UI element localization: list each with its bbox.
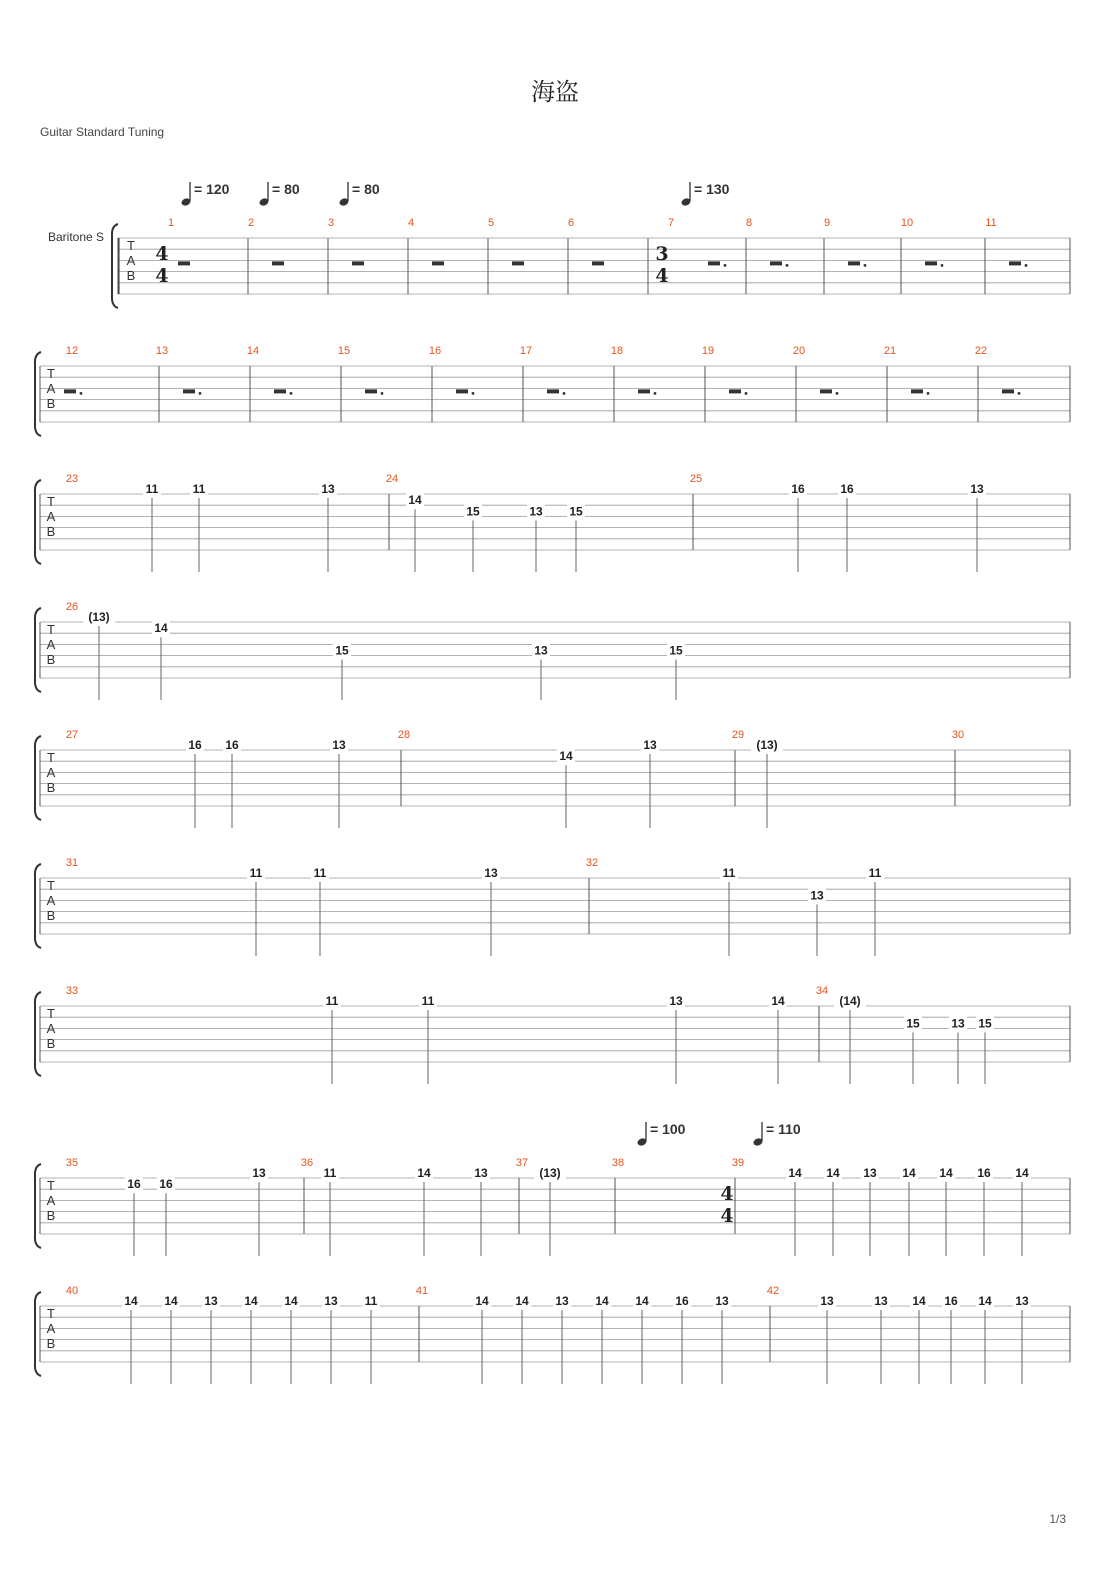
fret-number: 16 bbox=[188, 738, 202, 752]
time-signature-top: 4 bbox=[720, 1183, 734, 1205]
tab-clef-letter: B bbox=[46, 780, 56, 795]
rest-dot bbox=[745, 392, 748, 395]
measure-number: 13 bbox=[155, 345, 169, 357]
rest-dot bbox=[836, 392, 839, 395]
rest-dot bbox=[927, 392, 930, 395]
measure-number: 37 bbox=[515, 1157, 529, 1169]
measure-number: 36 bbox=[300, 1157, 314, 1169]
measure-number: 11 bbox=[985, 217, 997, 229]
fret-number: 13 bbox=[204, 1294, 218, 1308]
tab-clef-letter: T bbox=[47, 494, 55, 509]
fret-number: 13 bbox=[970, 482, 984, 496]
measure-number: 12 bbox=[65, 345, 79, 357]
fret-number: 11 bbox=[249, 866, 263, 880]
tab-clef-letter: B bbox=[46, 524, 56, 539]
tab-clef-letter: A bbox=[46, 637, 56, 652]
measure-number: 1 bbox=[167, 217, 175, 229]
tempo-label: = 130 bbox=[694, 181, 730, 197]
system-6 bbox=[35, 864, 1070, 956]
rest-dot bbox=[563, 392, 566, 395]
rest bbox=[178, 261, 190, 265]
fret-number: 14 bbox=[284, 1294, 298, 1308]
fret-number: 14 bbox=[1015, 1166, 1029, 1180]
measure-number: 29 bbox=[731, 729, 745, 741]
rest-dot bbox=[864, 264, 867, 267]
rest-dot bbox=[941, 264, 944, 267]
time-signature-top: 4 bbox=[155, 243, 169, 265]
tab-clef-letter: A bbox=[126, 253, 136, 268]
fret-number: 13 bbox=[863, 1166, 877, 1180]
measure-number: 7 bbox=[667, 217, 675, 229]
rest bbox=[729, 389, 741, 393]
time-signature-bottom: 4 bbox=[655, 265, 669, 287]
tab-clef-letter: A bbox=[46, 509, 56, 524]
fret-number: 14 bbox=[244, 1294, 258, 1308]
rest bbox=[911, 389, 923, 393]
instrument-name: Baritone S bbox=[48, 230, 105, 244]
measure-number: 20 bbox=[792, 345, 806, 357]
fret-number: 13 bbox=[643, 738, 657, 752]
tempo-label: = 100 bbox=[650, 1121, 686, 1137]
fret-number: 13 bbox=[332, 738, 346, 752]
fret-number: 15 bbox=[906, 1016, 920, 1031]
fret-number: 13 bbox=[820, 1294, 834, 1308]
fret-number: 14 bbox=[124, 1294, 138, 1308]
fret-number: 16 bbox=[791, 482, 805, 496]
fret-number: 15 bbox=[978, 1016, 992, 1031]
fret-number: (13) bbox=[756, 738, 778, 752]
fret-number: 15 bbox=[466, 504, 480, 519]
score-title: 海盗 bbox=[531, 78, 579, 106]
fret-number: 16 bbox=[840, 482, 854, 496]
rest bbox=[770, 261, 782, 265]
time-signature-top: 3 bbox=[655, 243, 669, 265]
measure-number: 8 bbox=[745, 217, 753, 229]
fret-number: 13 bbox=[321, 482, 335, 496]
measure-number: 6 bbox=[567, 217, 575, 229]
rest bbox=[848, 261, 860, 265]
measure-number: 18 bbox=[610, 345, 624, 357]
measure-number: 21 bbox=[883, 345, 897, 357]
tab-clef-letter: B bbox=[46, 1208, 56, 1223]
fret-number: (13) bbox=[539, 1166, 561, 1180]
rest bbox=[274, 389, 286, 393]
measure-number: 3 bbox=[327, 217, 335, 229]
fret-number: 13 bbox=[669, 994, 683, 1008]
rest-dot bbox=[472, 392, 475, 395]
fret-number: 13 bbox=[951, 1016, 965, 1031]
fret-number: 15 bbox=[569, 504, 583, 519]
rest-dot bbox=[381, 392, 384, 395]
tab-clef-letter: T bbox=[47, 622, 55, 637]
measure-number: 25 bbox=[689, 473, 703, 485]
system-2 bbox=[35, 352, 1070, 436]
measure-number: 10 bbox=[900, 217, 914, 229]
rest bbox=[272, 261, 284, 265]
tempo-label: = 120 bbox=[194, 181, 230, 197]
tab-clef-letter: A bbox=[46, 893, 56, 908]
rest bbox=[183, 389, 195, 393]
measure-number: 17 bbox=[519, 345, 533, 357]
tab-clef-letter: A bbox=[46, 1193, 56, 1208]
fret-number: 14 bbox=[559, 749, 573, 764]
system-1 bbox=[112, 224, 1070, 308]
tempo-label: = 80 bbox=[272, 181, 300, 197]
measure-number: 24 bbox=[385, 473, 399, 485]
measure-number: 28 bbox=[397, 729, 411, 741]
measure-number: 2 bbox=[247, 217, 255, 229]
measure-number: 9 bbox=[823, 217, 831, 229]
rest-dot bbox=[786, 264, 789, 267]
tab-clef-letter: T bbox=[47, 878, 55, 893]
page-number: 1/3 bbox=[1049, 1512, 1066, 1526]
rest bbox=[925, 261, 937, 265]
tab-clef-letter: B bbox=[46, 652, 56, 667]
rest bbox=[1002, 389, 1014, 393]
measure-number: 14 bbox=[246, 345, 260, 357]
rest bbox=[1009, 261, 1021, 265]
fret-number: 13 bbox=[474, 1166, 488, 1180]
fret-number: 14 bbox=[408, 493, 422, 508]
rest bbox=[592, 261, 604, 265]
fret-number: 11 bbox=[192, 482, 206, 496]
system-bracket bbox=[112, 224, 118, 308]
fret-number: 14 bbox=[635, 1294, 649, 1308]
fret-number: 13 bbox=[252, 1166, 266, 1180]
fret-number: 13 bbox=[1015, 1294, 1029, 1308]
rest bbox=[352, 261, 364, 265]
fret-number: 14 bbox=[902, 1166, 916, 1180]
rest-dot bbox=[1025, 264, 1028, 267]
rest bbox=[365, 389, 377, 393]
fret-number: 14 bbox=[595, 1294, 609, 1308]
measure-number: 39 bbox=[731, 1157, 745, 1169]
tempo-label: = 80 bbox=[352, 181, 380, 197]
fret-number: 14 bbox=[978, 1294, 992, 1308]
fret-number: 11 bbox=[325, 994, 339, 1008]
rest-dot bbox=[724, 264, 727, 267]
measure-number: 22 bbox=[974, 345, 988, 357]
fret-number: 14 bbox=[417, 1166, 431, 1180]
measure-number: 35 bbox=[65, 1157, 79, 1169]
measure-number: 5 bbox=[487, 217, 495, 229]
fret-number: 13 bbox=[529, 504, 543, 519]
tab-clef-letter: T bbox=[47, 1178, 55, 1193]
measure-number: 4 bbox=[407, 217, 415, 229]
fret-number: 11 bbox=[868, 866, 882, 880]
tab-clef-letter: A bbox=[46, 1321, 56, 1336]
fret-number: 13 bbox=[555, 1294, 569, 1308]
measure-number: 30 bbox=[951, 729, 965, 741]
fret-number: 11 bbox=[421, 994, 435, 1008]
fret-number: 14 bbox=[771, 994, 785, 1008]
fret-number: 13 bbox=[874, 1294, 888, 1308]
fret-number: 11 bbox=[145, 482, 159, 496]
fret-number: 15 bbox=[669, 643, 683, 658]
fret-number: 13 bbox=[715, 1294, 729, 1308]
tab-clef-letter: B bbox=[46, 908, 56, 923]
tab-clef-letter: B bbox=[126, 268, 136, 283]
fret-number: 14 bbox=[164, 1294, 178, 1308]
fret-number: 14 bbox=[912, 1294, 926, 1308]
fret-number: 16 bbox=[675, 1294, 689, 1308]
fret-number: 16 bbox=[127, 1177, 141, 1192]
measure-number: 38 bbox=[611, 1157, 625, 1169]
fret-number: 14 bbox=[939, 1166, 953, 1180]
measure-number: 32 bbox=[585, 857, 599, 869]
fret-number: 14 bbox=[154, 621, 168, 636]
tab-clef-letter: T bbox=[47, 750, 55, 765]
fret-number: 14 bbox=[788, 1166, 802, 1180]
rest-dot bbox=[290, 392, 293, 395]
measure-number: 16 bbox=[428, 345, 442, 357]
rest bbox=[432, 261, 444, 265]
tab-clef-letter: B bbox=[46, 1036, 56, 1051]
rest bbox=[708, 261, 720, 265]
fret-number: 13 bbox=[324, 1294, 338, 1308]
measure-number: 41 bbox=[415, 1285, 429, 1297]
rest-dot bbox=[1018, 392, 1021, 395]
fret-number: 11 bbox=[364, 1294, 378, 1308]
fret-number: 16 bbox=[977, 1166, 991, 1180]
tab-clef-letter: A bbox=[46, 765, 56, 780]
rest bbox=[64, 389, 76, 393]
system-7 bbox=[35, 992, 1070, 1084]
fret-number: 11 bbox=[722, 866, 736, 880]
rest bbox=[512, 261, 524, 265]
tab-clef-letter: T bbox=[47, 366, 55, 381]
fret-number: 14 bbox=[826, 1166, 840, 1180]
measure-number: 26 bbox=[65, 601, 79, 613]
fret-number: (13) bbox=[88, 610, 110, 624]
fret-number: 16 bbox=[225, 738, 239, 752]
rest-dot bbox=[199, 392, 202, 395]
measure-number: 33 bbox=[65, 985, 79, 997]
tab-clef-letter: T bbox=[47, 1006, 55, 1021]
fret-number: 13 bbox=[484, 866, 498, 880]
fret-number: 11 bbox=[313, 866, 327, 880]
tab-clef-letter: B bbox=[46, 396, 56, 411]
rest bbox=[638, 389, 650, 393]
tempo-label: = 110 bbox=[766, 1121, 801, 1137]
tab-clef-letter: T bbox=[127, 238, 135, 253]
fret-number: 11 bbox=[323, 1166, 337, 1180]
measure-number: 40 bbox=[65, 1285, 79, 1297]
fret-number: 15 bbox=[335, 643, 349, 658]
measure-number: 15 bbox=[337, 345, 351, 357]
tab-clef-letter: T bbox=[47, 1306, 55, 1321]
rest-dot bbox=[654, 392, 657, 395]
fret-number: 14 bbox=[515, 1294, 529, 1308]
measure-number: 42 bbox=[766, 1285, 780, 1297]
time-signature-bottom: 4 bbox=[155, 265, 169, 287]
system-3 bbox=[35, 480, 1070, 572]
tab-clef-letter: A bbox=[46, 381, 56, 396]
rest-dot bbox=[80, 392, 83, 395]
tab-clef-letter: B bbox=[46, 1336, 56, 1351]
fret-number: 16 bbox=[159, 1177, 173, 1192]
tuning-label: Guitar Standard Tuning bbox=[40, 125, 165, 139]
fret-number: 13 bbox=[534, 643, 548, 658]
measure-number: 34 bbox=[815, 985, 829, 997]
measure-number: 19 bbox=[701, 345, 715, 357]
rest bbox=[456, 389, 468, 393]
tab-clef-letter: A bbox=[46, 1021, 56, 1036]
measure-number: 31 bbox=[65, 857, 79, 869]
measure-number: 23 bbox=[65, 473, 79, 485]
rest bbox=[547, 389, 559, 393]
time-signature-bottom: 4 bbox=[720, 1205, 734, 1227]
system-4 bbox=[35, 608, 1070, 700]
fret-number: 13 bbox=[810, 888, 824, 903]
rest bbox=[820, 389, 832, 393]
fret-number: 14 bbox=[475, 1294, 489, 1308]
fret-number: 16 bbox=[944, 1294, 958, 1308]
measure-number: 27 bbox=[65, 729, 79, 741]
fret-number: (14) bbox=[839, 994, 861, 1008]
